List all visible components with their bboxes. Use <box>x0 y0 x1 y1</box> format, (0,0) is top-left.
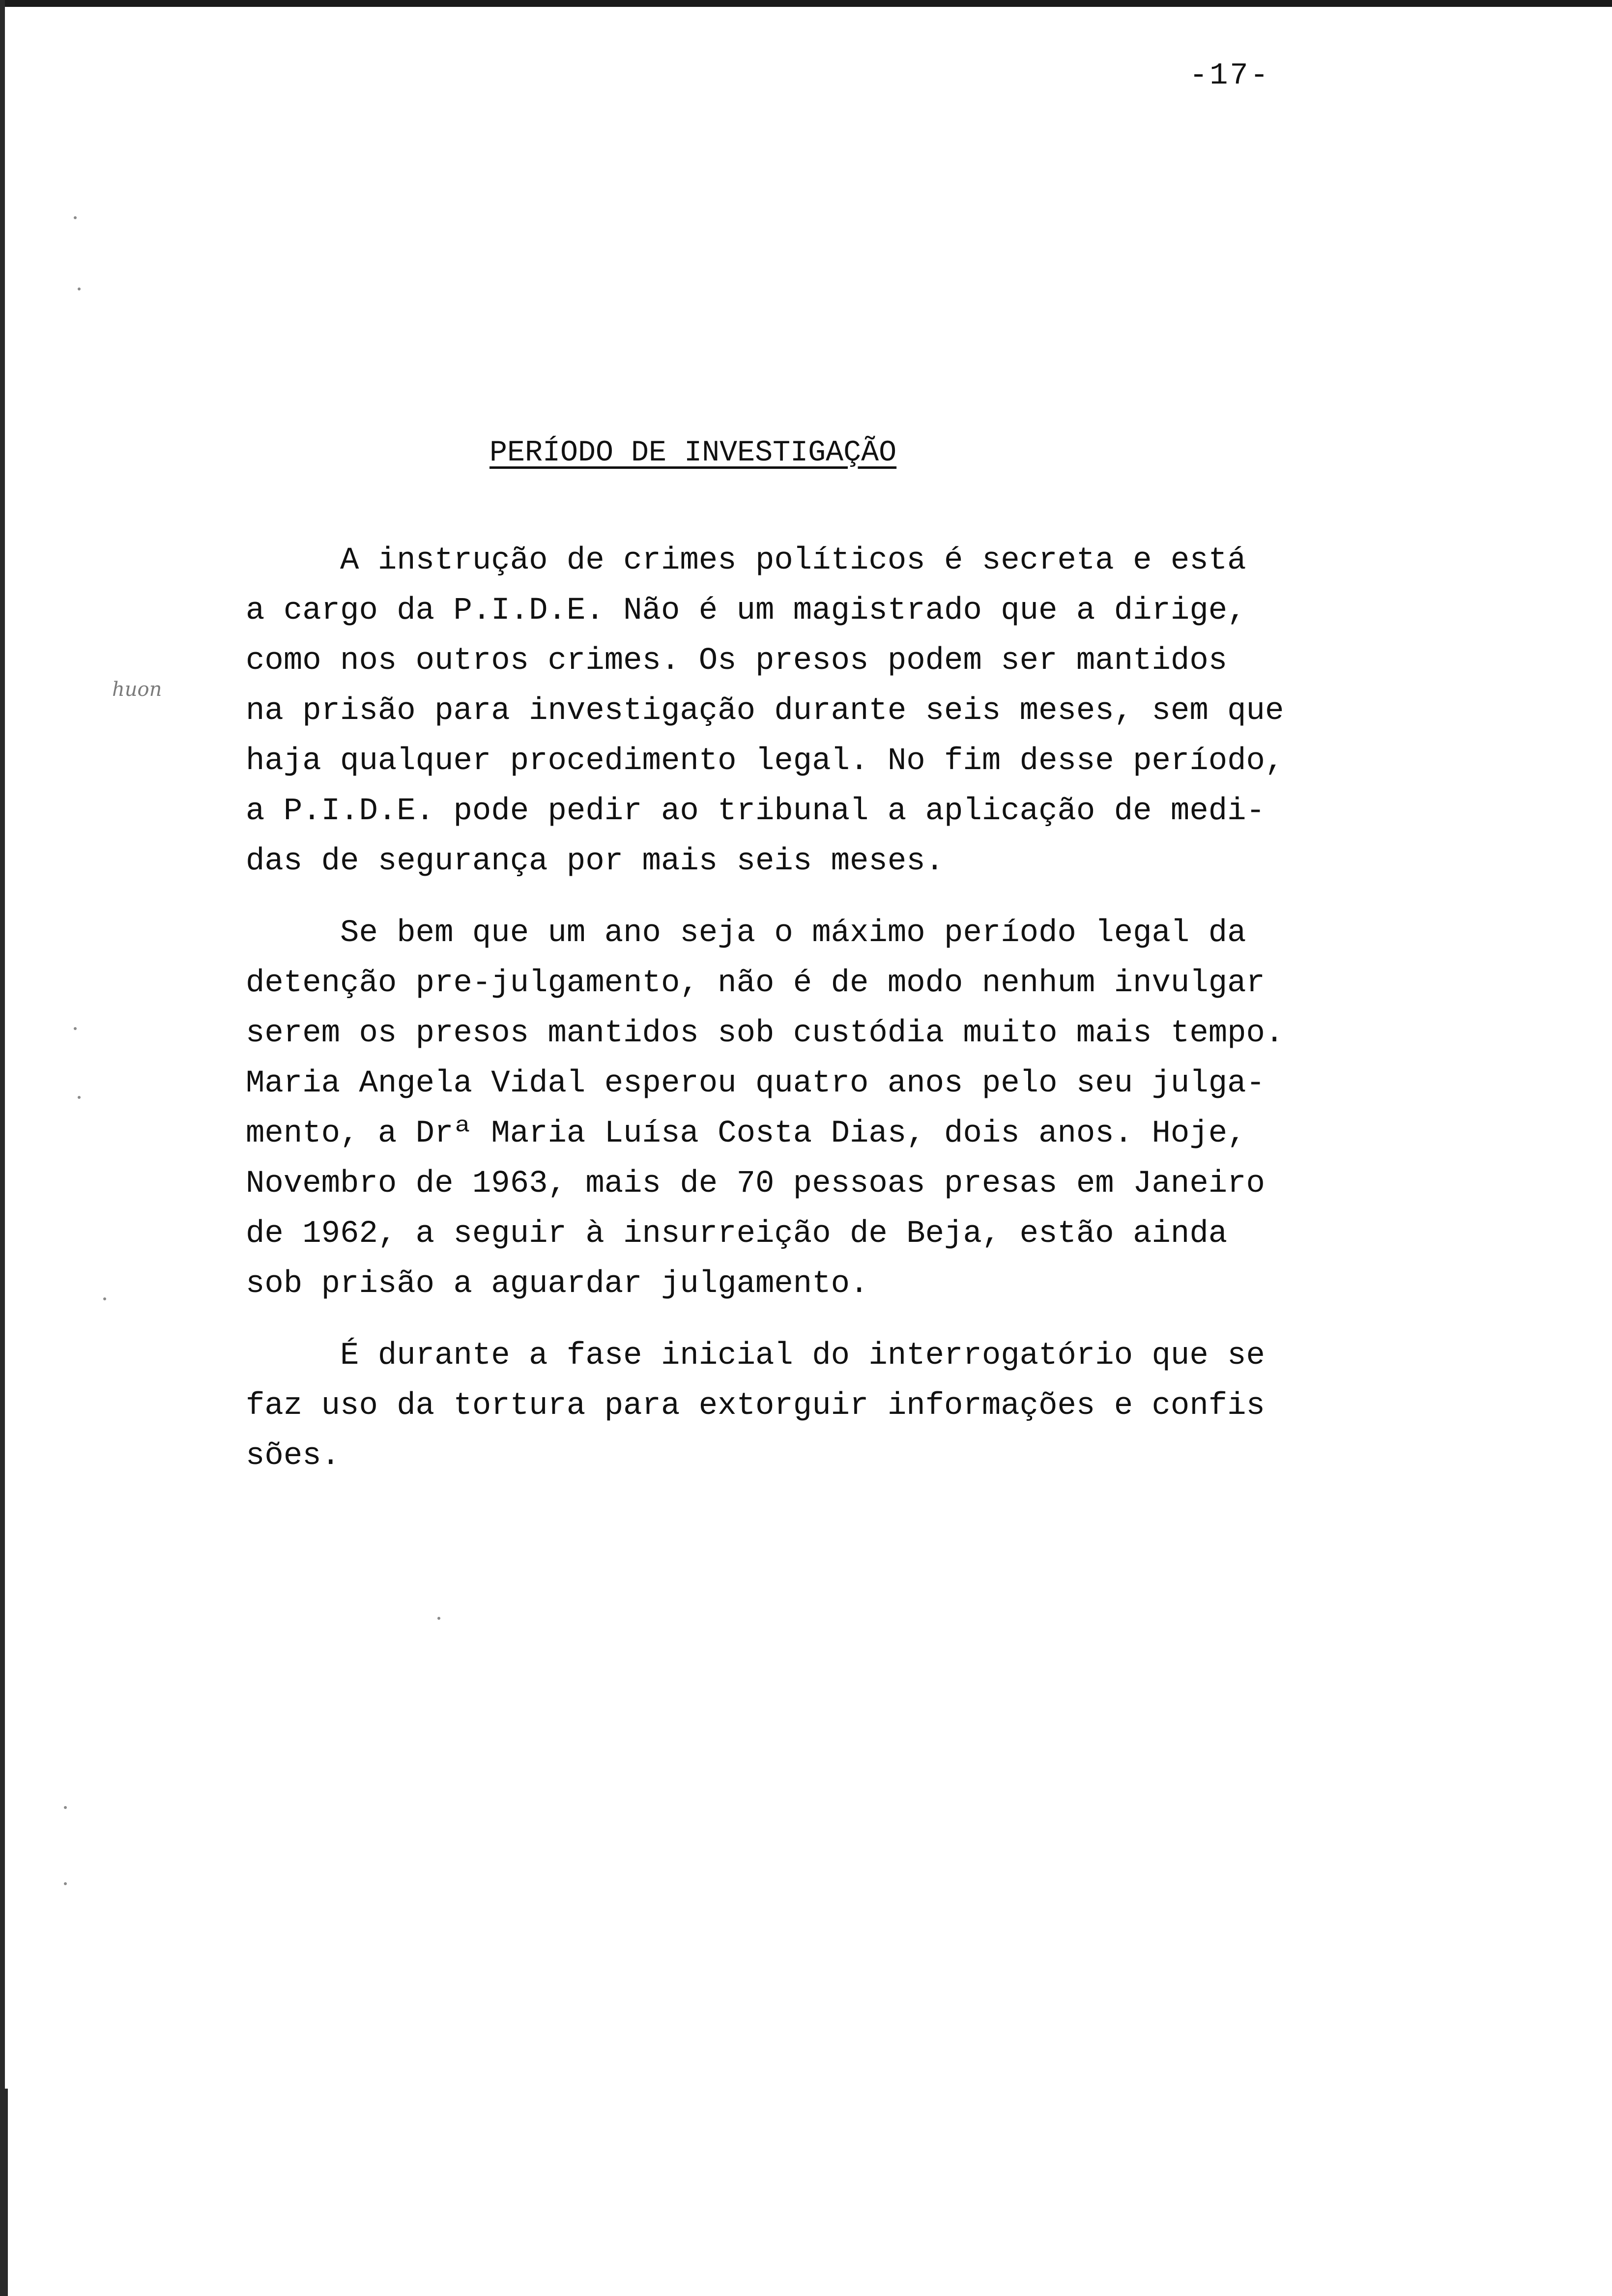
page-number: -17- <box>1189 58 1270 93</box>
text-line: mento, a Drª Maria Luísa Costa Dias, dois anos. Hoje, <box>246 1116 1246 1151</box>
text-line: na prisão para investigação durante seis meses, sem que <box>246 693 1284 729</box>
scan-speck <box>103 1297 106 1300</box>
text-line: sões. <box>246 1438 341 1474</box>
text-line: faz uso da tortura para extorguir informações e confis <box>246 1388 1265 1424</box>
scan-speck <box>64 1806 67 1809</box>
document-body <box>246 536 1361 1503</box>
scan-speck <box>74 1027 77 1030</box>
text-line: Maria Angela Vidal esperou quatro anos pelo seu julga- <box>246 1066 1265 1101</box>
text-line: detenção pre-julgamento, não é de modo nenhum invulgar <box>246 966 1265 1001</box>
scan-top-edge <box>0 0 1612 7</box>
text-line: A instrução de crimes políticos é secreta e está <box>246 543 1246 578</box>
text-line: Novembro de 1963, mais de 70 pessoas presas em Janeiro <box>246 1166 1265 1202</box>
paragraph <box>246 908 1361 1309</box>
section-heading: PERÍODO DE INVESTIGAÇÃO <box>489 436 897 470</box>
text-line: Se bem que um ano seja o máximo período legal da <box>246 916 1246 951</box>
paragraph <box>246 1331 1361 1481</box>
scan-left-edge <box>0 0 5 2296</box>
text-line: como nos outros crimes. Os presos podem ser mantidos <box>246 643 1228 679</box>
text-line: serem os presos mantidos sob custódia muito mais tempo. <box>246 1016 1284 1051</box>
scan-speck <box>437 1617 440 1620</box>
scan-speck <box>64 1882 67 1885</box>
text-line: É durante a fase inicial do interrogatório que se <box>246 1338 1265 1374</box>
text-line: a cargo da P.I.D.E. Não é um magistrado que a dirige, <box>246 593 1246 629</box>
text-line: das de segurança por mais seis meses. <box>246 844 945 879</box>
scan-speck <box>78 1096 81 1099</box>
scan-speck <box>74 216 77 219</box>
text-line: haja qualquer procedimento legal. No fim desse período, <box>246 744 1284 779</box>
text-line: a P.I.D.E. pode pedir ao tribunal a aplicação de medi- <box>246 794 1265 829</box>
text-line: sob prisão a aguardar julgamento. <box>246 1266 869 1302</box>
scan-left-edge-shadow <box>5 2089 8 2296</box>
text-line: de 1962, a seguir à insurreição de Beja, estão ainda <box>246 1216 1228 1252</box>
scan-speck <box>78 287 81 290</box>
margin-handwritten-note: huon <box>112 678 162 701</box>
paragraph <box>246 536 1361 887</box>
